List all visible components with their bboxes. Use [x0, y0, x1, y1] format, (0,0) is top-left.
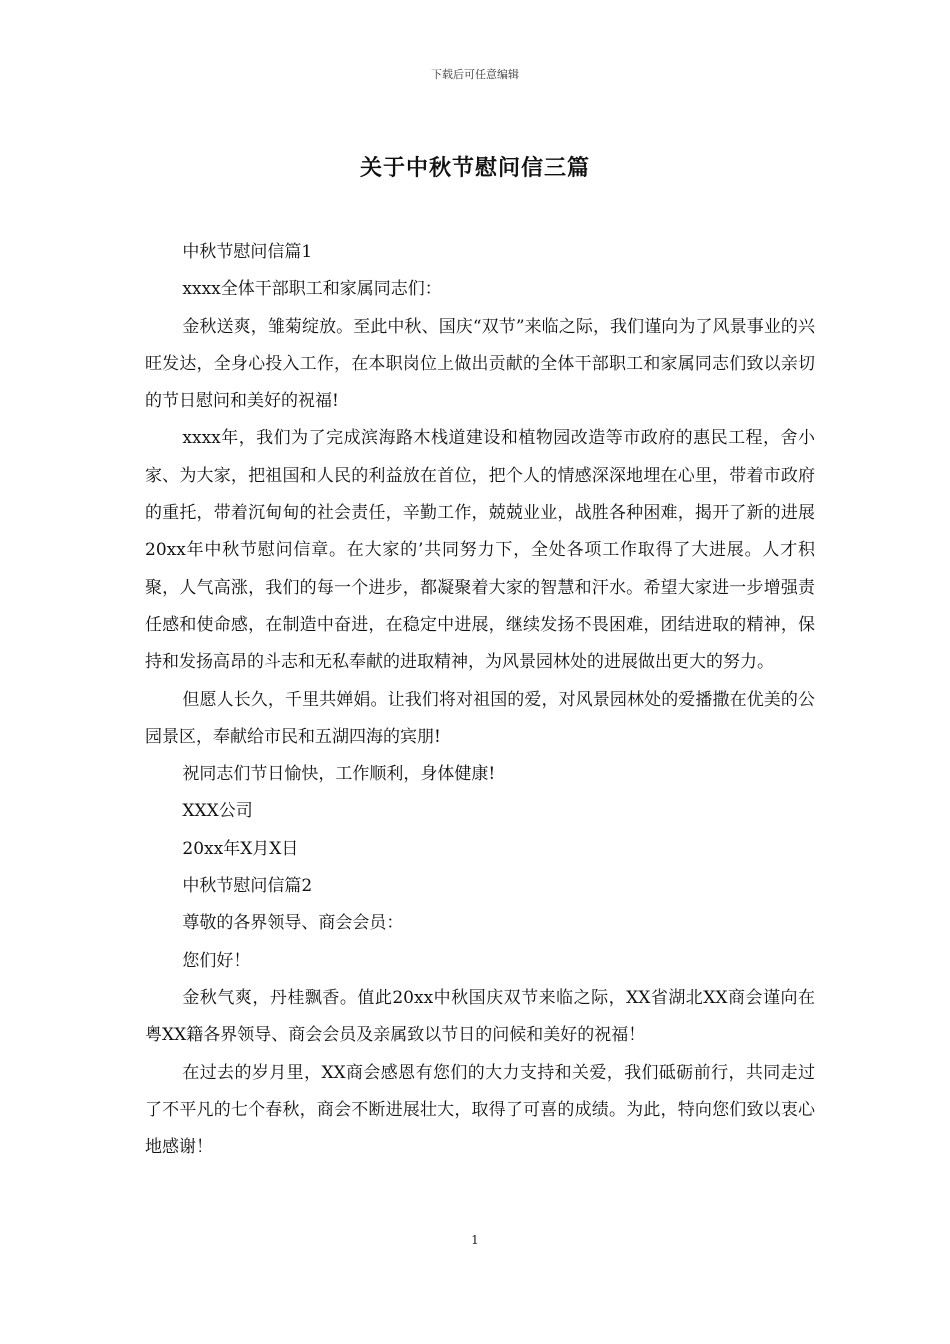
paragraph-closing-wish: 祝同志们节日愉快，工作顺利，身体健康!: [182, 764, 496, 785]
document-body: [145, 234, 815, 1166]
paragraph-body: 金秋送爽，雏菊绽放。至此中秋、国庆“双节”来临之际，我们谨向为了风景事业的兴旺发达，全身心投入工作，在本职岗位上做出贡献的全体干部职工和家属同志们致以亲切的节日慰问和美好的祝福!: [145, 316, 815, 412]
paragraph-signature: XXX公司: [182, 801, 253, 822]
paragraph-section-heading-2: 中秋节慰问信篇2: [182, 876, 313, 897]
paragraph-date: 20xx年X月X日: [182, 838, 299, 859]
paragraph-body: 金秋气爽，丹桂飘香。值此20xx中秋国庆双节来临之际，XX省湖北XX商会谨向在粤XX籍各界领导、商会会员及亲属致以节日的问候和美好的祝福！: [145, 987, 815, 1046]
paragraph-greeting: 您们好！: [182, 950, 251, 971]
document-title: 关于中秋节慰问信三篇: [359, 156, 590, 181]
paragraph-section-heading-1: 中秋节慰问信篇1: [182, 242, 313, 262]
header-note: 下载后可任意编辑: [431, 68, 519, 81]
paragraph-body: xxxx年，我们为了完成滨海路木栈道建设和植物园改造等市政府的惠民工程，舍小家、为大家，把祖国和人民的利益放在首位，把个人的情感深深地埋在心里，带着市政府的重托，带着沉甸甸的社会责任，辛勤工作，兢兢业业，战胜各种困难，揭开了新的进展20xx年中秋节慰问信章。在大家的’共同努力下，全处各项工作取得了大进展。人才积聚，人气高涨，我们的每一个进步，都凝聚着大家的智慧和汗水。希望大家进一步增强责任感和使命感，在制造中奋进，在稳定中进展，继续发扬不畏困难，团结进取的精神，保持和发扬高昂的斗志和无私奉献的进取精神，为风景园林处的进展做出更大的努力。: [145, 428, 815, 673]
paragraph-body: 但愿人长久，千里共婵娟。让我们将对祖国的爱，对风景园林处的爱播撒在优美的公园景区，奉献给市民和五湖四海的宾朋!: [145, 689, 815, 747]
page-number: 1: [471, 1233, 479, 1247]
paragraph-salutation-2: 尊敬的各界领导、商会会员：: [182, 913, 404, 934]
paragraph-body: 在过去的岁月里，XX商会感恩有您们的大力支持和关爱，我们砥砺前行，共同走过了不平凡的七个春秋，商会不断进展壮大，取得了可喜的成绩。为此，特向您们致以衷心地感谢！: [145, 1062, 815, 1158]
paragraph-salutation-1: xxxx全体干部职工和家属同志们：: [182, 279, 442, 300]
